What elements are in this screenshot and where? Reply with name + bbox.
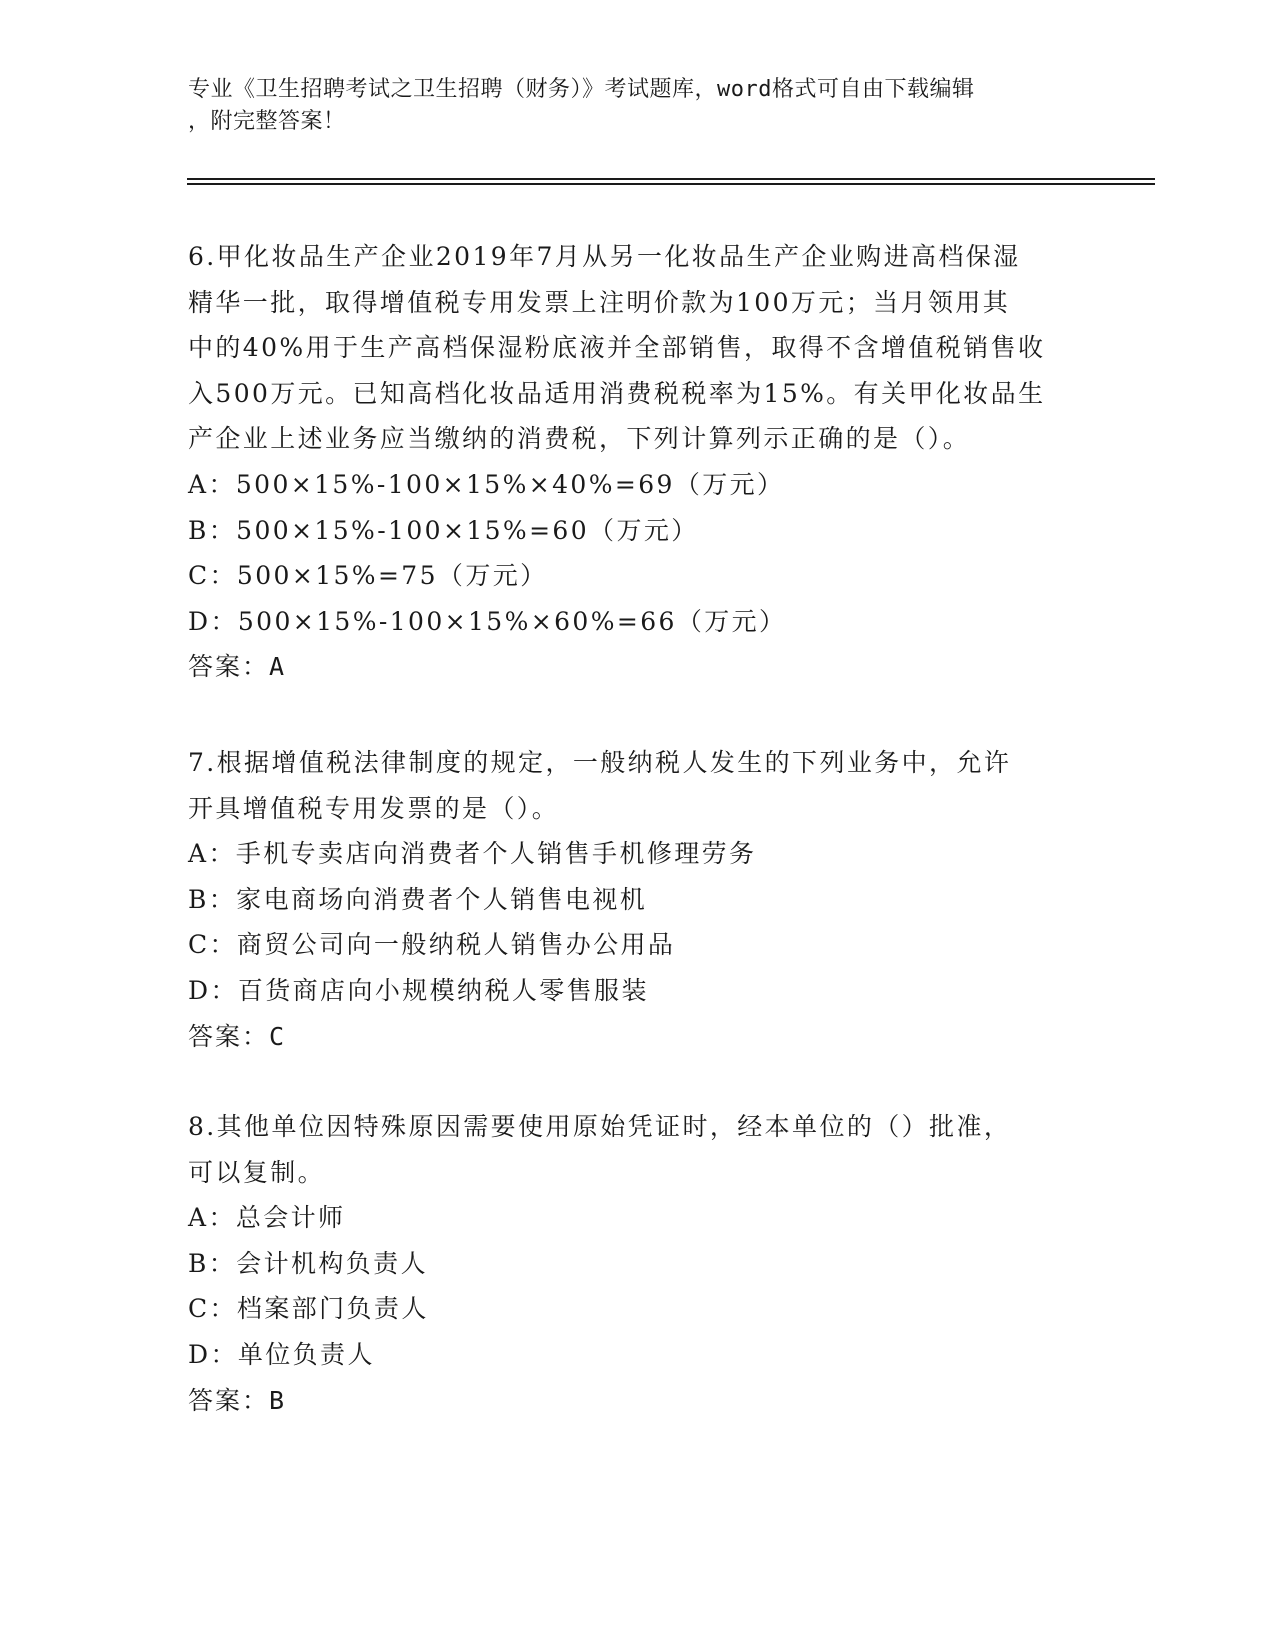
header-divider-top <box>187 178 1155 180</box>
question-text-line: 开具增值税专用发票的是（）。 <box>188 793 560 823</box>
option-a: A：手机专卖店向消费者个人销售手机修理劳务 <box>188 839 757 869</box>
option-b: B：会计机构负责人 <box>188 1248 428 1278</box>
answer-value: A <box>269 652 287 682</box>
answer-label: 答案： <box>188 1021 270 1051</box>
option-d: D：单位负责人 <box>188 1339 375 1369</box>
option-b: B：家电商场向消费者个人销售电视机 <box>188 884 648 914</box>
question-text-line: 可以复制。 <box>188 1157 326 1187</box>
answer-line <box>188 644 1088 690</box>
question-text-line: 产企业上述业务应当缴纳的消费税，下列计算列示正确的是（）。 <box>188 424 971 454</box>
answer-label: 答案： <box>188 1385 270 1415</box>
option-b: B：500×15%-100×15%=60（万元） <box>188 515 699 545</box>
question-text-line: 8.其他单位因特殊原因需要使用原始凭证时，经本单位的（）批准， <box>188 1112 1012 1141</box>
question-6 <box>188 234 1088 690</box>
header-line: 专业《卫生招聘考试之卫生招聘（财务）》考试题库，word格式可自由下载编辑 <box>188 77 975 102</box>
option-a: A：500×15%-100×15%×40%=69（万元） <box>188 469 785 499</box>
question-8 <box>188 1104 1088 1423</box>
document-header <box>188 74 1088 138</box>
question-7 <box>188 740 1088 1059</box>
option-c: C：档案部门负责人 <box>188 1294 429 1324</box>
answer-value: B <box>269 1385 287 1415</box>
option-c: C：500×15%=75（万元） <box>188 561 548 591</box>
option-a: A：总会计师 <box>188 1203 346 1233</box>
header-divider-bottom <box>187 183 1155 185</box>
answer-value: C <box>269 1021 287 1051</box>
question-text-line: 7.根据增值税法律制度的规定，一般纳税人发生的下列业务中，允许 <box>188 748 1012 777</box>
option-d: D：百货商店向小规模纳税人零售服装 <box>188 975 649 1005</box>
header-line: ，附完整答案！ <box>188 109 346 134</box>
question-text-line: 中的40%用于生产高档保湿粉底液并全部销售，取得不含增值税销售收 <box>188 333 1046 363</box>
option-d: D：500×15%-100×15%×60%=66（万元） <box>188 606 787 636</box>
question-text-line: 入500万元。已知高档化妆品适用消费税税率为15%。有关甲化妆品生 <box>188 378 1046 408</box>
question-text-line: 6.甲化妆品生产企业2019年7月从另一化妆品生产企业购进高档保湿 <box>188 242 1021 271</box>
question-text-line: 精华一批，取得增值税专用发票上注明价款为100万元；当月领用其 <box>188 287 1011 317</box>
answer-line <box>188 1014 1088 1060</box>
answer-label: 答案： <box>188 652 270 682</box>
answer-line <box>188 1378 1088 1424</box>
option-c: C：商贸公司向一般纳税人销售办公用品 <box>188 930 676 960</box>
